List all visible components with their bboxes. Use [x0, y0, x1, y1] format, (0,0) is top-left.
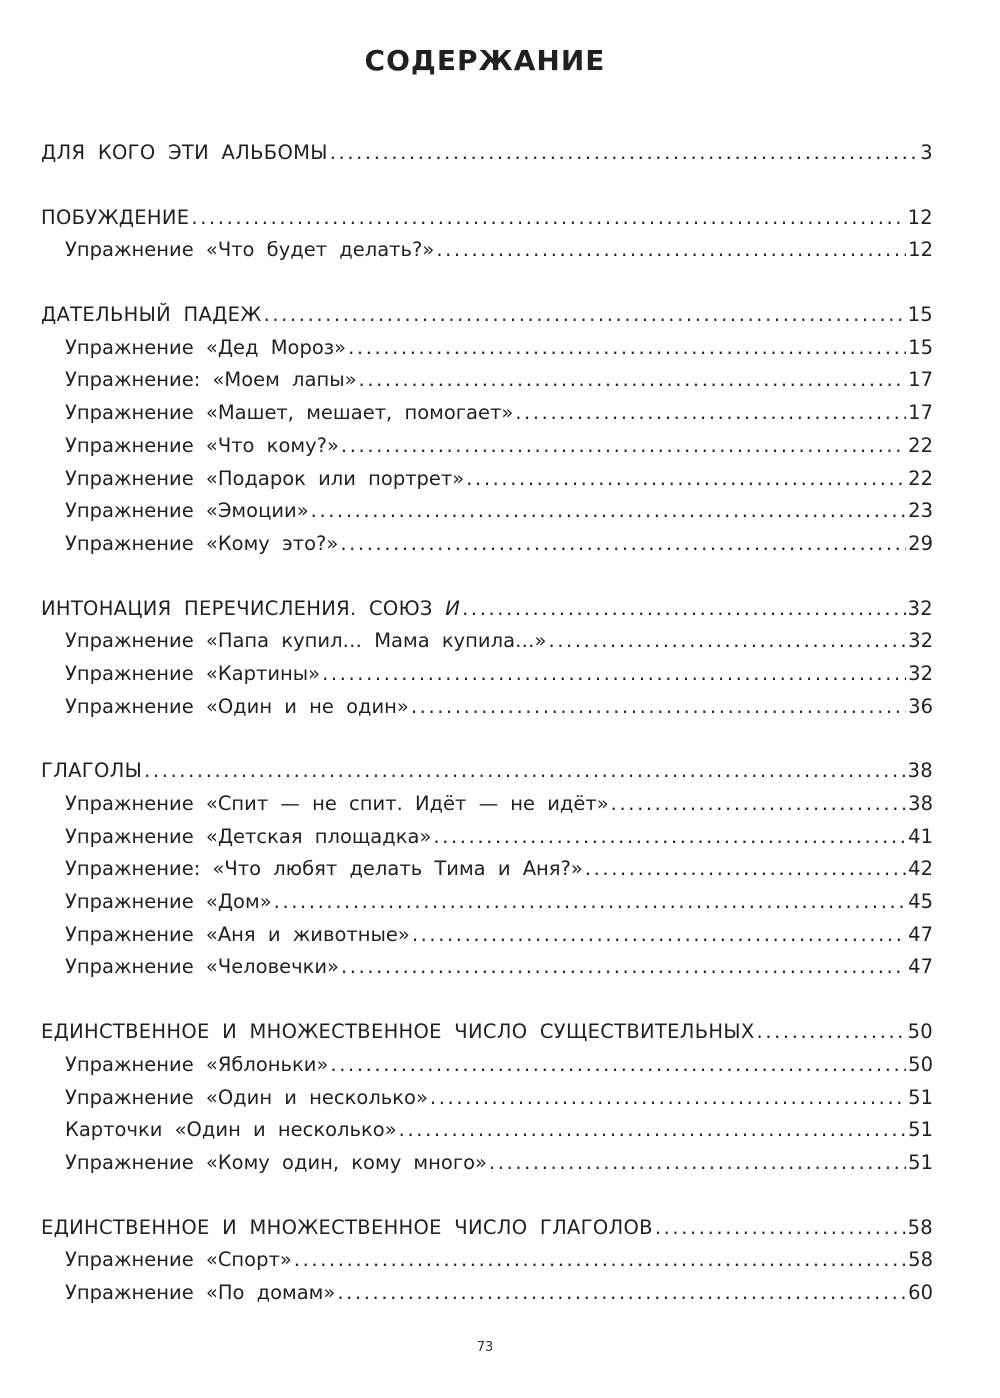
toc-entry-text: ДАТЕЛЬНЫЙ ПАДЕЖ — [41, 303, 262, 327]
toc-item[interactable] — [41, 886, 933, 919]
dot-leader — [411, 691, 906, 724]
dot-leader — [515, 397, 906, 430]
toc-page-number: 45 — [908, 890, 933, 914]
toc-page-number: 60 — [908, 1280, 933, 1304]
toc-page-number: 17 — [908, 401, 933, 425]
toc-entry-label — [65, 919, 410, 952]
toc-entry-label — [65, 886, 272, 919]
toc-entry-text: Упражнение «Аня и животные» — [65, 922, 410, 946]
dot-leader — [757, 1016, 906, 1049]
toc-entry-label — [65, 364, 357, 397]
dot-leader — [430, 1082, 906, 1115]
toc-entry-text: Упражнение «Кому один, кому много» — [65, 1150, 487, 1174]
toc-page-number: 32 — [908, 661, 933, 685]
toc-entry-label — [41, 593, 460, 626]
toc-item[interactable] — [41, 1114, 933, 1147]
toc-entry-text: Упражнение «Детская площадка» — [65, 824, 432, 848]
toc-entry-label — [65, 1147, 487, 1180]
dot-leader — [330, 137, 919, 170]
toc-entry-text: Упражнение «Что кому?» — [65, 433, 339, 457]
dot-leader — [294, 1244, 906, 1277]
table-of-contents — [41, 137, 933, 1342]
page-number: 73 — [476, 1340, 494, 1355]
toc-section — [41, 593, 933, 724]
toc-page-number: 58 — [907, 1215, 933, 1239]
toc-page-number: 41 — [908, 824, 933, 848]
toc-entry-text: Карточки «Один и несколько» — [65, 1118, 397, 1142]
toc-section-heading[interactable] — [41, 593, 933, 626]
dot-leader — [274, 886, 907, 919]
toc-entry-italic-text: И — [445, 596, 461, 620]
toc-page-number: 51 — [908, 1118, 933, 1142]
toc-page-number: 15 — [907, 303, 933, 327]
toc-entry-text: ИНТОНАЦИЯ ПЕРЕЧИСЛЕНИЯ. СОЮЗ — [41, 596, 433, 620]
dot-leader — [337, 1277, 906, 1310]
toc-entry-text: Упражнение «Спорт» — [65, 1248, 292, 1272]
toc-page-number: 32 — [907, 596, 933, 620]
toc-page-number: 50 — [907, 1020, 933, 1044]
toc-entry-text: Упражнение «Машет, мешает, помогает» — [65, 401, 514, 425]
toc-entry-label — [65, 1049, 328, 1082]
toc-entry-text: ГЛАГОЛЫ — [41, 759, 143, 783]
toc-entry-text: Упражнение: «Моем лапы» — [65, 368, 357, 392]
toc-section-heading[interactable] — [41, 1212, 933, 1245]
toc-item[interactable] — [41, 951, 933, 984]
toc-entry-label — [65, 495, 309, 528]
toc-entry-label — [65, 528, 338, 561]
dot-leader — [348, 332, 906, 365]
toc-entry-text: Упражнение «Дом» — [65, 890, 272, 914]
toc-entry-label — [65, 1082, 428, 1115]
toc-page-number: 50 — [908, 1052, 933, 1076]
dot-leader — [412, 919, 906, 952]
dot-leader — [264, 299, 906, 332]
toc-entry-label — [65, 234, 434, 267]
toc-entry-label — [65, 788, 609, 821]
toc-entry-text: Упражнение «Дед Мороз» — [65, 335, 347, 359]
toc-item[interactable] — [41, 691, 933, 724]
toc-item[interactable] — [41, 658, 933, 691]
toc-entry-text: Упражнение: «Что любят делать Тима и Аня?» — [65, 857, 583, 881]
toc-entry-text: Упражнение «По домам» — [65, 1280, 336, 1304]
toc-section — [41, 137, 933, 170]
toc-page-number: 51 — [908, 1150, 933, 1174]
toc-item[interactable] — [41, 332, 933, 365]
toc-page-number: 3 — [920, 141, 933, 164]
toc-section — [41, 202, 933, 267]
toc-item[interactable] — [41, 1277, 933, 1310]
toc-section — [41, 299, 933, 561]
toc-item[interactable] — [41, 397, 933, 430]
toc-entry-text: ДЛЯ КОГО ЭТИ АЛЬБОМЫ — [41, 141, 328, 164]
dot-leader — [311, 495, 907, 528]
toc-item[interactable] — [41, 919, 933, 952]
toc-page-number: 32 — [908, 629, 933, 653]
toc-page-number: 47 — [908, 955, 933, 979]
toc-item[interactable] — [41, 625, 933, 658]
toc-entry-label — [65, 625, 546, 658]
dot-leader — [548, 625, 906, 658]
toc-item[interactable] — [41, 528, 933, 561]
toc-entry-text: Упражнение «Яблоньки» — [65, 1052, 329, 1076]
toc-page-number: 17 — [908, 368, 933, 392]
toc-entry-text: Упражнение «Эмоции» — [65, 499, 309, 523]
dot-leader — [585, 853, 906, 886]
toc-section-heading[interactable] — [41, 299, 933, 332]
toc-entry-label — [65, 691, 409, 724]
dot-leader — [399, 1114, 907, 1147]
dot-leader — [436, 234, 906, 267]
toc-entry-text: Упражнение «Один и не один» — [65, 694, 409, 718]
toc-item[interactable] — [41, 788, 933, 821]
toc-entry-text: Упражнение «Что будет делать?» — [65, 238, 435, 262]
toc-entry-text: Упражнение «Картины» — [65, 661, 321, 685]
toc-entry-label — [65, 853, 583, 886]
toc-page-number: 12 — [907, 205, 933, 229]
toc-item[interactable] — [41, 234, 933, 267]
dot-leader — [489, 1147, 906, 1180]
toc-page-number: 47 — [908, 922, 933, 946]
dot-leader — [466, 463, 906, 496]
toc-page-number: 15 — [908, 335, 933, 359]
toc-entry-label — [65, 658, 320, 691]
toc-page-number: 22 — [908, 433, 933, 457]
toc-entry-label — [65, 463, 464, 496]
toc-entry-label — [65, 430, 339, 463]
toc-item[interactable] — [41, 430, 933, 463]
dot-leader — [144, 755, 905, 788]
toc-entry-label — [65, 1244, 292, 1277]
toc-section — [41, 1212, 933, 1310]
toc-page-number: 12 — [908, 238, 933, 262]
toc-section-heading[interactable] — [41, 137, 933, 170]
dot-leader — [341, 951, 906, 984]
dot-leader — [330, 1049, 906, 1082]
toc-item[interactable] — [41, 364, 933, 397]
toc-entry-label — [65, 821, 431, 854]
toc-page-number: 22 — [908, 466, 933, 490]
toc-entry-label — [41, 755, 142, 788]
dot-leader — [322, 658, 906, 691]
toc-entry-text: ЕДИНСТВЕННОЕ И МНОЖЕСТВЕННОЕ ЧИСЛО СУЩЕСТВИТЕЛЬНЫХ — [41, 1020, 755, 1044]
toc-item[interactable] — [41, 495, 933, 528]
toc-entry-text: ПОБУЖДЕНИЕ — [41, 205, 190, 229]
dot-leader — [191, 202, 905, 235]
toc-page-number: 38 — [908, 792, 933, 815]
dot-leader — [655, 1212, 906, 1245]
toc-entry-text: Упражнение «Спит — не спит. Идёт — не идёт» — [65, 792, 609, 815]
toc-entry-label — [65, 1277, 335, 1310]
dot-leader — [341, 430, 906, 463]
toc-item[interactable] — [41, 1049, 933, 1082]
toc-entry-label — [41, 1016, 755, 1049]
toc-page-number: 51 — [908, 1085, 933, 1109]
toc-item[interactable] — [41, 821, 933, 854]
toc-page-number: 38 — [907, 759, 933, 783]
dot-leader — [340, 528, 906, 561]
toc-section-heading[interactable] — [41, 755, 933, 788]
toc-entry-text: Упражнение «Подарок или портрет» — [65, 466, 465, 490]
toc-section — [41, 755, 933, 984]
toc-entry-text: Упражнение «Один и несколько» — [65, 1085, 428, 1109]
dot-leader — [462, 593, 905, 626]
toc-item[interactable] — [41, 1082, 933, 1115]
toc-entry-text: Упражнение «Папа купил… Мама купила…» — [65, 629, 547, 653]
toc-section — [41, 1016, 933, 1179]
toc-item[interactable] — [41, 1244, 933, 1277]
toc-entry-label — [65, 951, 339, 984]
toc-item[interactable] — [41, 463, 933, 496]
dot-leader — [611, 788, 907, 821]
dot-leader — [359, 364, 907, 397]
toc-entry-label — [41, 202, 189, 235]
toc-page-number: 42 — [908, 857, 933, 881]
toc-entry-label — [65, 332, 346, 365]
page-title: СОДЕРЖАНИЕ — [364, 44, 606, 77]
toc-section-heading[interactable] — [41, 1016, 933, 1049]
toc-entry-label — [65, 1114, 397, 1147]
toc-item[interactable] — [41, 853, 933, 886]
toc-page-number: 58 — [908, 1248, 933, 1272]
toc-page-number: 23 — [908, 499, 933, 523]
toc-entry-label — [65, 397, 513, 430]
toc-page-number: 36 — [908, 694, 933, 718]
toc-entry-text: ЕДИНСТВЕННОЕ И МНОЖЕСТВЕННОЕ ЧИСЛО ГЛАГОЛОВ — [41, 1215, 653, 1239]
toc-entry-label — [41, 137, 328, 170]
toc-entry-text: Упражнение «Человечки» — [65, 955, 339, 979]
toc-entry-label — [41, 1212, 653, 1245]
dot-leader — [433, 821, 906, 854]
toc-entry-text: Упражнение «Кому это?» — [65, 531, 339, 555]
toc-page-number: 29 — [908, 531, 933, 555]
toc-entry-label — [41, 299, 262, 332]
toc-section-heading[interactable] — [41, 202, 933, 235]
toc-item[interactable] — [41, 1147, 933, 1180]
